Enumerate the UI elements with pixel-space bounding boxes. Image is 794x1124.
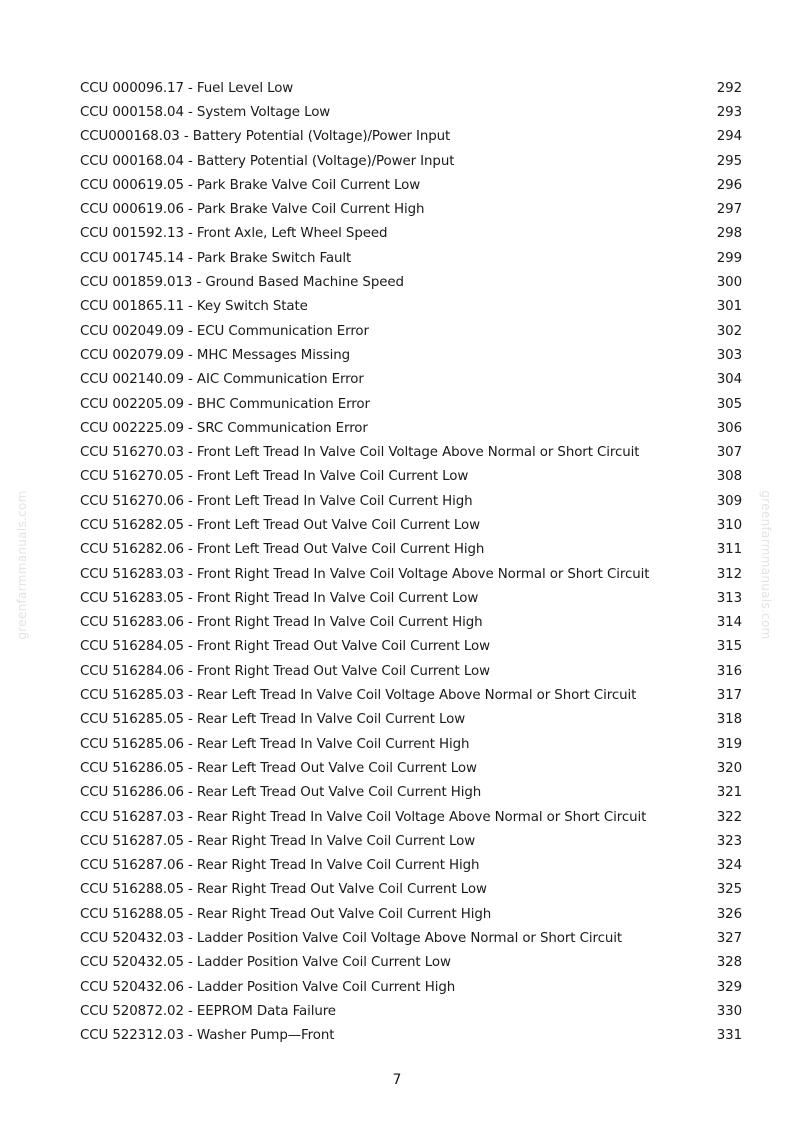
toc-entry-page: 331 (716, 1028, 742, 1044)
toc-entry-title: CCU 516284.06 - Front Right Tread Out Valve Coil Current Low (80, 663, 490, 679)
toc-entry[interactable] (80, 538, 742, 562)
toc-entry[interactable] (80, 76, 742, 100)
toc-entry[interactable] (80, 829, 742, 853)
toc-entry[interactable] (80, 586, 742, 610)
page-number: 7 (392, 1072, 402, 1088)
toc-entry-title: CCU 001865.11 - Key Switch State (80, 299, 308, 315)
toc-entry-page: 306 (716, 420, 742, 436)
toc-entry-page: 324 (716, 858, 742, 874)
watermark-left: greenfarmmanuals.com (15, 490, 29, 640)
toc-entry-title: CCU 001859.013 - Ground Based Machine Speed (80, 275, 404, 291)
toc-entry-page: 328 (716, 955, 742, 971)
watermark-right: greenfarmmanuals.com (759, 490, 773, 640)
toc-entry-title: CCU 516286.06 - Rear Left Tread Out Valve Coil Current High (80, 785, 482, 801)
toc-entry-page: 312 (716, 566, 742, 582)
toc-entry[interactable] (80, 513, 742, 537)
toc-entry-title: CCU 520872.02 - EEPROM Data Failure (80, 1003, 336, 1019)
toc-entry[interactable] (80, 659, 742, 683)
toc-entry[interactable] (80, 149, 742, 173)
toc-entry[interactable] (80, 295, 742, 319)
toc-entry[interactable] (80, 732, 742, 756)
toc-entry-title: CCU 520432.03 - Ladder Position Valve Coil Voltage Above Normal or Short Circuit (80, 931, 622, 947)
toc-entry-page: 315 (716, 639, 742, 655)
toc-entry-title: CCU 516282.06 - Front Left Tread Out Valve Coil Current High (80, 542, 485, 558)
toc-entry-page: 322 (716, 809, 742, 825)
toc-entry-page: 330 (716, 1003, 742, 1019)
toc-entry-title: CCU 002140.09 - AIC Communication Error (80, 372, 364, 388)
toc-entry-page: 297 (716, 202, 742, 218)
toc-entry[interactable] (80, 465, 742, 489)
toc-entry-title: CCU 001592.13 - Front Axle, Left Wheel Speed (80, 226, 388, 242)
toc-entry-title: CCU 002079.09 - MHC Messages Missing (80, 347, 350, 363)
toc-entry-title: CCU 516287.03 - Rear Right Tread In Valve Coil Voltage Above Normal or Short Circuit (80, 809, 647, 825)
toc-entry[interactable] (80, 416, 742, 440)
toc-entry[interactable] (80, 683, 742, 707)
toc-entry-page: 326 (716, 906, 742, 922)
toc-entry-page: 293 (716, 104, 742, 120)
toc-entry-title: CCU 516286.05 - Rear Left Tread Out Valve Coil Current Low (80, 760, 477, 776)
toc-entry-title: CCU 516270.06 - Front Left Tread In Valve Coil Current High (80, 493, 473, 509)
toc-entry[interactable] (80, 173, 742, 197)
toc-entry-page: 307 (716, 445, 742, 461)
toc-entry-title: CCU 000619.06 - Park Brake Valve Coil Current High (80, 202, 425, 218)
toc-entry-page: 314 (716, 615, 742, 631)
toc-entry-title: CCU 516287.06 - Rear Right Tread In Valve Coil Current High (80, 858, 480, 874)
toc-entry-page: 294 (716, 129, 742, 145)
toc-entry[interactable] (80, 100, 742, 124)
toc-entry-page: 295 (716, 153, 742, 169)
toc-entry-page: 292 (716, 80, 742, 96)
toc-entry-title: CCU 000619.05 - Park Brake Valve Coil Current Low (80, 177, 421, 193)
toc-entry-page: 302 (716, 323, 742, 339)
toc-entry-page: 317 (716, 688, 742, 704)
toc-entry[interactable] (80, 854, 742, 878)
toc-entry[interactable] (80, 319, 742, 343)
toc-entry[interactable] (80, 902, 742, 926)
toc-entry[interactable] (80, 878, 742, 902)
toc-entry-title: CCU 516270.03 - Front Left Tread In Valve Coil Voltage Above Normal or Short Circuit (80, 445, 640, 461)
toc-entry[interactable] (80, 951, 742, 975)
toc-entry[interactable] (80, 368, 742, 392)
toc-entry[interactable] (80, 440, 742, 464)
toc-entry-page: 310 (716, 517, 742, 533)
toc-entry-page: 296 (716, 177, 742, 193)
toc-entry-page: 318 (716, 712, 742, 728)
toc-entry-page: 300 (716, 275, 742, 291)
toc-entry-page: 311 (716, 542, 742, 558)
toc-entry-page: 304 (716, 372, 742, 388)
toc-entry-page: 301 (716, 299, 742, 315)
toc-entry-title: CCU 002049.09 - ECU Communication Error (80, 323, 369, 339)
toc-entry-page: 319 (716, 736, 742, 752)
toc-entry-title: CCU 516288.05 - Rear Right Tread Out Valve Coil Current High (80, 906, 492, 922)
toc-entry-title: CCU 516285.06 - Rear Left Tread In Valve Coil Current High (80, 736, 470, 752)
toc-entry[interactable] (80, 999, 742, 1023)
toc-entry-page: 327 (716, 931, 742, 947)
toc-entry[interactable] (80, 805, 742, 829)
toc-entry-title: CCU 000168.04 - Battery Potential (Voltage)/Power Input (80, 153, 455, 169)
toc-entry-page: 321 (716, 785, 742, 801)
toc-entry-title: CCU 516285.03 - Rear Left Tread In Valve Coil Voltage Above Normal or Short Circuit (80, 688, 637, 704)
toc-entry[interactable] (80, 708, 742, 732)
toc-entry-page: 309 (716, 493, 742, 509)
toc-entry-title: CCU 516285.05 - Rear Left Tread In Valve Coil Current Low (80, 712, 466, 728)
toc-entry[interactable] (80, 343, 742, 367)
toc-entry[interactable] (80, 975, 742, 999)
toc-entry-title: CCU 522312.03 - Washer Pump—Front (80, 1028, 335, 1044)
toc-entry-page: 329 (716, 979, 742, 995)
toc-entry-title: CCU 516270.05 - Front Left Tread In Valve Coil Current Low (80, 469, 469, 485)
toc-entry-title: CCU 516282.05 - Front Left Tread Out Valve Coil Current Low (80, 517, 480, 533)
toc-entry-title: CCU 516284.05 - Front Right Tread Out Valve Coil Current Low (80, 639, 490, 655)
toc-entry-title: CCU 516287.05 - Rear Right Tread In Valve Coil Current Low (80, 833, 476, 849)
toc-entry[interactable] (80, 781, 742, 805)
toc-entry-page: 323 (716, 833, 742, 849)
toc-entry[interactable] (80, 222, 742, 246)
toc-entry-page: 313 (716, 590, 742, 606)
toc-entry-title: CCU 002205.09 - BHC Communication Error (80, 396, 370, 412)
toc-entry[interactable] (80, 489, 742, 513)
toc-entry[interactable] (80, 562, 742, 586)
toc-entry-page: 303 (716, 347, 742, 363)
table-of-contents (80, 76, 742, 1048)
toc-entry[interactable] (80, 197, 742, 221)
toc-entry[interactable] (80, 392, 742, 416)
toc-entry[interactable] (80, 246, 742, 270)
toc-entry-page: 299 (716, 250, 742, 266)
toc-entry-title: CCU 002225.09 - SRC Communication Error (80, 420, 368, 436)
toc-entry[interactable] (80, 635, 742, 659)
toc-entry[interactable] (80, 756, 742, 780)
toc-entry-title: CCU 000096.17 - Fuel Level Low (80, 80, 294, 96)
toc-entry[interactable] (80, 611, 742, 635)
toc-entry-page: 298 (716, 226, 742, 242)
toc-entry-title: CCU 516283.05 - Front Right Tread In Valve Coil Current Low (80, 590, 479, 606)
toc-entry[interactable] (80, 926, 742, 950)
toc-entry[interactable] (80, 1024, 742, 1048)
toc-entry-page: 320 (716, 760, 742, 776)
toc-entry-title: CCU 516283.06 - Front Right Tread In Valve Coil Current High (80, 615, 483, 631)
toc-entry-title: CCU 520432.05 - Ladder Position Valve Coil Current Low (80, 955, 451, 971)
toc-entry[interactable] (80, 270, 742, 294)
toc-entry-title: CCU 516283.03 - Front Right Tread In Valve Coil Voltage Above Normal or Short Circuit (80, 566, 650, 582)
toc-entry-page: 308 (716, 469, 742, 485)
toc-entry-title: CCU 520432.06 - Ladder Position Valve Coil Current High (80, 979, 456, 995)
toc-entry-page: 316 (716, 663, 742, 679)
toc-entry[interactable] (80, 125, 742, 149)
toc-entry-title: CCU 001745.14 - Park Brake Switch Fault (80, 250, 352, 266)
toc-entry-page: 305 (716, 396, 742, 412)
toc-entry-title: CCU 000158.04 - System Voltage Low (80, 104, 331, 120)
toc-entry-page: 325 (716, 882, 742, 898)
toc-entry-title: CCU000168.03 - Battery Potential (Voltage)/Power Input (80, 129, 451, 145)
toc-entry-title: CCU 516288.05 - Rear Right Tread Out Valve Coil Current Low (80, 882, 487, 898)
